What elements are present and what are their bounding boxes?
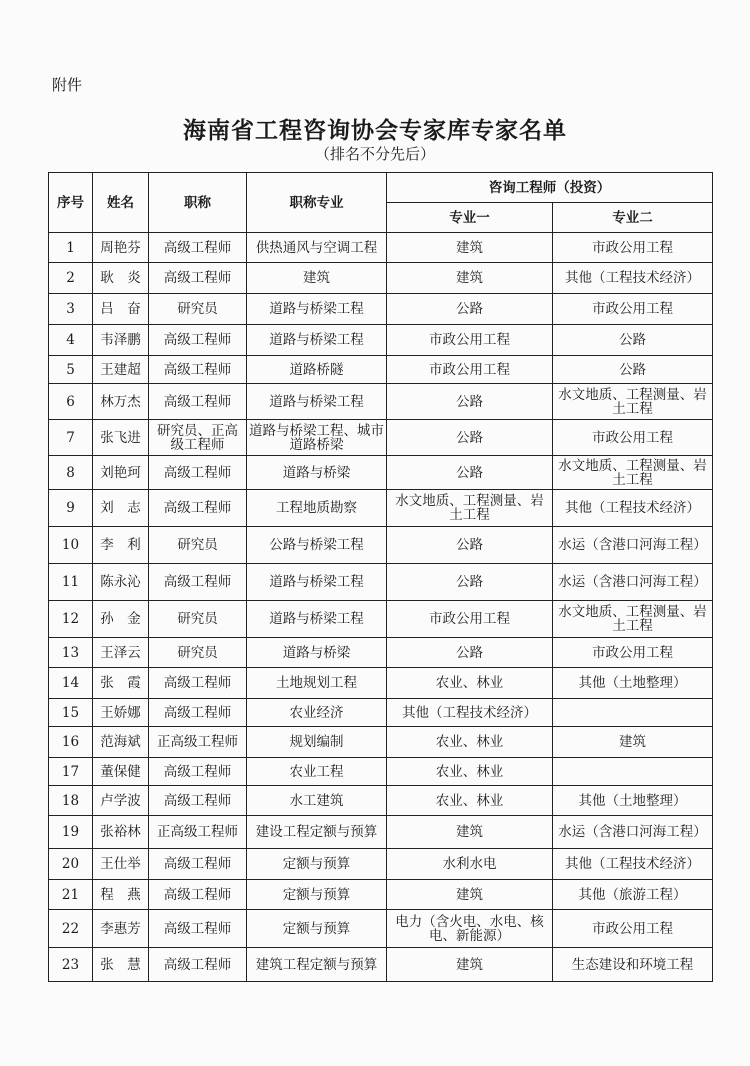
cell-name: 刘 志 bbox=[93, 490, 149, 527]
cell-name: 范海斌 bbox=[93, 727, 149, 758]
cell-title: 高级工程师 bbox=[149, 699, 247, 727]
cell-major2: 市政公用工程 bbox=[553, 910, 713, 948]
cell-title-major: 道路与桥梁工程 bbox=[247, 325, 387, 356]
cell-title: 高级工程师 bbox=[149, 948, 247, 982]
cell-name: 张裕林 bbox=[93, 816, 149, 849]
cell-major1: 市政公用工程 bbox=[387, 356, 553, 384]
cell-title: 高级工程师 bbox=[149, 233, 247, 263]
table-row bbox=[49, 880, 713, 910]
cell-major1: 市政公用工程 bbox=[387, 325, 553, 356]
cell-major2 bbox=[553, 758, 713, 786]
cell-title: 研究员 bbox=[149, 294, 247, 325]
cell-major1: 公路 bbox=[387, 564, 553, 601]
cell-title: 高级工程师 bbox=[149, 490, 247, 527]
cell-seq: 14 bbox=[49, 668, 93, 699]
cell-major2: 水运（含港口河海工程） bbox=[553, 527, 713, 564]
cell-seq: 17 bbox=[49, 758, 93, 786]
cell-major2: 公路 bbox=[553, 325, 713, 356]
cell-seq: 1 bbox=[49, 233, 93, 263]
cell-name: 张 霞 bbox=[93, 668, 149, 699]
cell-title-major: 土地规划工程 bbox=[247, 668, 387, 699]
cell-title: 高级工程师 bbox=[149, 356, 247, 384]
cell-title: 高级工程师 bbox=[149, 849, 247, 880]
cell-seq: 7 bbox=[49, 420, 93, 456]
cell-name: 刘艳珂 bbox=[93, 456, 149, 490]
cell-title: 研究员 bbox=[149, 601, 247, 638]
header-title: 职称 bbox=[149, 173, 247, 233]
table-row bbox=[49, 727, 713, 758]
cell-title-major: 供热通风与空调工程 bbox=[247, 233, 387, 263]
cell-title: 研究员、正高级工程师 bbox=[149, 420, 247, 456]
cell-major2: 市政公用工程 bbox=[553, 638, 713, 668]
cell-major1: 公路 bbox=[387, 527, 553, 564]
table-row bbox=[49, 564, 713, 601]
cell-seq: 2 bbox=[49, 263, 93, 294]
cell-major2: 水文地质、工程测量、岩土工程 bbox=[553, 601, 713, 638]
cell-name: 王建超 bbox=[93, 356, 149, 384]
cell-name: 王仕举 bbox=[93, 849, 149, 880]
cell-title-major: 定额与预算 bbox=[247, 880, 387, 910]
table-row bbox=[49, 456, 713, 490]
table-row bbox=[49, 849, 713, 880]
cell-title-major: 道路与桥梁工程、城市道路桥梁 bbox=[247, 420, 387, 456]
cell-title-major: 建筑 bbox=[247, 263, 387, 294]
cell-major1: 建筑 bbox=[387, 816, 553, 849]
table-row bbox=[49, 699, 713, 727]
table-row bbox=[49, 601, 713, 638]
cell-title-major: 规划编制 bbox=[247, 727, 387, 758]
cell-name: 程 燕 bbox=[93, 880, 149, 910]
cell-name: 卢学波 bbox=[93, 786, 149, 816]
cell-major2: 建筑 bbox=[553, 727, 713, 758]
cell-title-major: 工程地质勘察 bbox=[247, 490, 387, 527]
cell-title-major: 道路与桥梁工程 bbox=[247, 384, 387, 420]
cell-name: 林万杰 bbox=[93, 384, 149, 420]
cell-name: 吕 奋 bbox=[93, 294, 149, 325]
cell-name: 周艳芬 bbox=[93, 233, 149, 263]
cell-major2: 水运（含港口河海工程） bbox=[553, 816, 713, 849]
cell-title-major: 道路桥隧 bbox=[247, 356, 387, 384]
cell-major1: 水文地质、工程测量、岩土工程 bbox=[387, 490, 553, 527]
cell-seq: 5 bbox=[49, 356, 93, 384]
table-row bbox=[49, 490, 713, 527]
cell-seq: 11 bbox=[49, 564, 93, 601]
cell-name: 陈永沁 bbox=[93, 564, 149, 601]
document-subtitle: （排名不分先后） bbox=[314, 145, 435, 163]
header-name: 姓名 bbox=[93, 173, 149, 233]
cell-seq: 15 bbox=[49, 699, 93, 727]
cell-major1: 其他（工程技术经济） bbox=[387, 699, 553, 727]
cell-seq: 23 bbox=[49, 948, 93, 982]
document-title: 海南省工程咨询协会专家库专家名单 bbox=[183, 117, 567, 144]
cell-major1: 建筑 bbox=[387, 948, 553, 982]
table-row bbox=[49, 356, 713, 384]
cell-title: 高级工程师 bbox=[149, 564, 247, 601]
attachment-label: 附件 bbox=[52, 76, 83, 94]
cell-major2: 水文地质、工程测量、岩土工程 bbox=[553, 456, 713, 490]
header-seq: 序号 bbox=[49, 173, 93, 233]
cell-major2: 其他（土地整理） bbox=[553, 668, 713, 699]
table-row bbox=[49, 816, 713, 849]
cell-major1: 公路 bbox=[387, 420, 553, 456]
cell-major1: 市政公用工程 bbox=[387, 601, 553, 638]
cell-title-major: 建设工程定额与预算 bbox=[247, 816, 387, 849]
cell-major2: 水文地质、工程测量、岩土工程 bbox=[553, 384, 713, 420]
cell-name: 韦泽鹏 bbox=[93, 325, 149, 356]
cell-name: 李惠芳 bbox=[93, 910, 149, 948]
header-major-2: 专业二 bbox=[553, 203, 713, 233]
table-row bbox=[49, 638, 713, 668]
table-row bbox=[49, 910, 713, 948]
cell-major2: 其他（工程技术经济） bbox=[553, 490, 713, 527]
cell-title-major: 公路与桥梁工程 bbox=[247, 527, 387, 564]
cell-title: 研究员 bbox=[149, 527, 247, 564]
cell-major1: 公路 bbox=[387, 294, 553, 325]
cell-major2: 其他（旅游工程） bbox=[553, 880, 713, 910]
cell-major1: 农业、林业 bbox=[387, 668, 553, 699]
header-consultant: 咨询工程师（投资） bbox=[387, 173, 713, 203]
cell-title-major: 道路与桥梁工程 bbox=[247, 294, 387, 325]
cell-title-major: 农业经济 bbox=[247, 699, 387, 727]
table-row bbox=[49, 948, 713, 982]
cell-major2: 生态建设和环境工程 bbox=[553, 948, 713, 982]
cell-name: 王泽云 bbox=[93, 638, 149, 668]
cell-name: 耿 炎 bbox=[93, 263, 149, 294]
table-row bbox=[49, 668, 713, 699]
cell-title-major: 定额与预算 bbox=[247, 910, 387, 948]
header-title-major: 职称专业 bbox=[247, 173, 387, 233]
table-row bbox=[49, 325, 713, 356]
cell-seq: 16 bbox=[49, 727, 93, 758]
cell-name: 张 慧 bbox=[93, 948, 149, 982]
cell-major2: 其他（土地整理） bbox=[553, 786, 713, 816]
table-row bbox=[49, 527, 713, 564]
cell-major2: 水运（含港口河海工程） bbox=[553, 564, 713, 601]
cell-title-major: 建筑工程定额与预算 bbox=[247, 948, 387, 982]
cell-major1: 公路 bbox=[387, 384, 553, 420]
cell-seq: 18 bbox=[49, 786, 93, 816]
table-row bbox=[49, 786, 713, 816]
cell-seq: 19 bbox=[49, 816, 93, 849]
cell-title: 高级工程师 bbox=[149, 880, 247, 910]
table-row bbox=[49, 294, 713, 325]
cell-seq: 13 bbox=[49, 638, 93, 668]
cell-seq: 20 bbox=[49, 849, 93, 880]
cell-title: 高级工程师 bbox=[149, 325, 247, 356]
cell-seq: 10 bbox=[49, 527, 93, 564]
cell-major1: 建筑 bbox=[387, 233, 553, 263]
cell-title-major: 定额与预算 bbox=[247, 849, 387, 880]
cell-major2: 其他（工程技术经济） bbox=[553, 263, 713, 294]
cell-major2 bbox=[553, 699, 713, 727]
expert-table bbox=[48, 172, 713, 982]
cell-major1: 水利水电 bbox=[387, 849, 553, 880]
cell-major1: 建筑 bbox=[387, 880, 553, 910]
cell-title-major: 农业工程 bbox=[247, 758, 387, 786]
cell-title: 正高级工程师 bbox=[149, 727, 247, 758]
cell-title: 正高级工程师 bbox=[149, 816, 247, 849]
cell-title: 高级工程师 bbox=[149, 263, 247, 294]
table-row bbox=[49, 233, 713, 263]
cell-title: 高级工程师 bbox=[149, 668, 247, 699]
cell-seq: 6 bbox=[49, 384, 93, 420]
cell-seq: 4 bbox=[49, 325, 93, 356]
cell-major2: 市政公用工程 bbox=[553, 420, 713, 456]
cell-title: 高级工程师 bbox=[149, 758, 247, 786]
cell-title: 研究员 bbox=[149, 638, 247, 668]
cell-seq: 12 bbox=[49, 601, 93, 638]
table-body bbox=[49, 233, 713, 982]
table-row bbox=[49, 263, 713, 294]
table-row bbox=[49, 758, 713, 786]
cell-title-major: 道路与桥梁工程 bbox=[247, 601, 387, 638]
cell-seq: 3 bbox=[49, 294, 93, 325]
header-major-1: 专业一 bbox=[387, 203, 553, 233]
cell-title: 高级工程师 bbox=[149, 910, 247, 948]
cell-name: 张飞进 bbox=[93, 420, 149, 456]
cell-title-major: 道路与桥梁 bbox=[247, 456, 387, 490]
cell-name: 李 利 bbox=[93, 527, 149, 564]
cell-title-major: 水工建筑 bbox=[247, 786, 387, 816]
cell-major2: 公路 bbox=[553, 356, 713, 384]
cell-name: 王娇娜 bbox=[93, 699, 149, 727]
cell-major1: 建筑 bbox=[387, 263, 553, 294]
cell-title: 高级工程师 bbox=[149, 384, 247, 420]
cell-major2: 市政公用工程 bbox=[553, 294, 713, 325]
cell-major1: 电力（含火电、水电、核电、新能源） bbox=[387, 910, 553, 948]
cell-major1: 农业、林业 bbox=[387, 786, 553, 816]
cell-seq: 22 bbox=[49, 910, 93, 948]
cell-major1: 农业、林业 bbox=[387, 727, 553, 758]
cell-name: 董保健 bbox=[93, 758, 149, 786]
cell-title-major: 道路与桥梁工程 bbox=[247, 564, 387, 601]
cell-seq: 9 bbox=[49, 490, 93, 527]
cell-seq: 8 bbox=[49, 456, 93, 490]
cell-major2: 市政公用工程 bbox=[553, 233, 713, 263]
table-row bbox=[49, 384, 713, 420]
table-row bbox=[49, 420, 713, 456]
cell-title: 高级工程师 bbox=[149, 786, 247, 816]
cell-major1: 农业、林业 bbox=[387, 758, 553, 786]
cell-major2: 其他（工程技术经济） bbox=[553, 849, 713, 880]
cell-major1: 公路 bbox=[387, 638, 553, 668]
cell-title-major: 道路与桥梁 bbox=[247, 638, 387, 668]
cell-seq: 21 bbox=[49, 880, 93, 910]
cell-major1: 公路 bbox=[387, 456, 553, 490]
cell-name: 孙 金 bbox=[93, 601, 149, 638]
cell-title: 高级工程师 bbox=[149, 456, 247, 490]
